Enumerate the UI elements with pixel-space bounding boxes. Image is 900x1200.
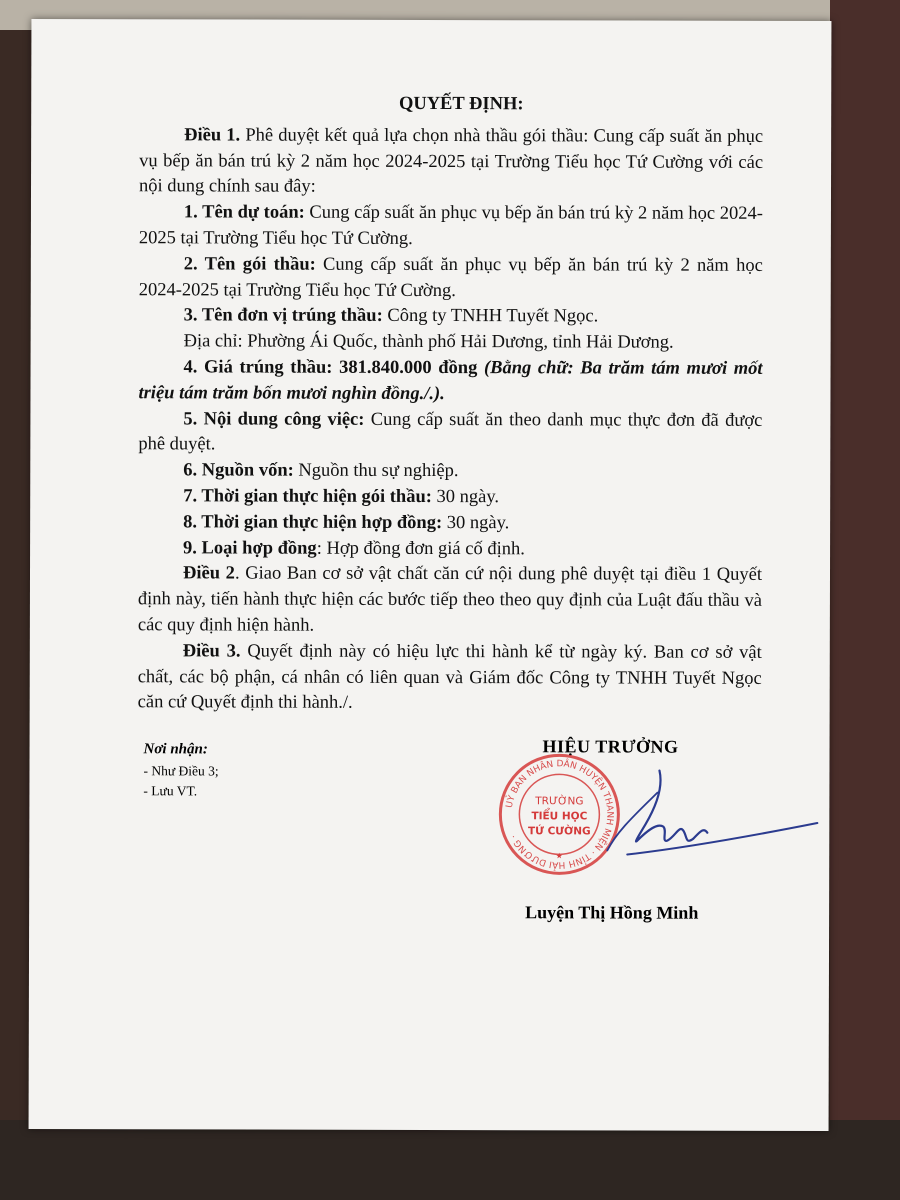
item-text: : Hợp đồng đơn giá cố định. (316, 538, 525, 559)
article-2-text: . Giao Ban cơ sở vật chất căn cứ nội dung phê duyệt tại điều 1 Quyết định này, tiến hành thực hiện các bước tiếp theo theo quy định của Luật đấu thầu và các quy định hiện hành. (137, 563, 763, 636)
item-text: Công ty TNHH Tuyết Ngọc. (382, 306, 599, 327)
item-winning-price (138, 355, 762, 408)
article-1-label: Điều 1. (184, 125, 241, 146)
article-3-label: Điều 3. (182, 641, 241, 662)
item-estimate-name (139, 200, 763, 253)
recipients-title: Nơi nhận: (143, 741, 208, 758)
stamp-ring-text: UỶ BAN NHÂN DÂN HUYỆN THANH MIỆN · TỈNH HẢI DƯƠNG · (504, 759, 615, 870)
item-contract-type (138, 536, 762, 563)
item-label: 8. Thời gian thực hiện hợp đồng: (183, 512, 443, 533)
document-page (29, 19, 832, 1131)
article-3-text: Quyết định này có hiệu lực thi hành kể từ ngày ký. Ban cơ sở vật chất, các bộ phận, cá nhân có liên quan và Giám đốc Công ty TNHH Tuyết Ngọc căn cứ Quyết định thi hành./. (137, 641, 762, 714)
recipient-item: - Như Điều 3; (143, 763, 219, 779)
stamp-center-line: TỨ CƯỜNG (527, 825, 591, 838)
item-label: 5. Nội dung công việc: (183, 408, 365, 430)
star-icon: ★ (555, 851, 563, 861)
item-package-duration (138, 484, 762, 511)
document-title: QUYẾT ĐỊNH: (398, 93, 524, 115)
article-2 (138, 562, 762, 641)
item-label: 3. Tên đơn vị trúng thầu: (183, 305, 383, 327)
item-text: 30 ngày. (442, 512, 510, 533)
item-text: 30 ngày. (431, 486, 500, 508)
item-winner-name (139, 304, 763, 331)
item-label: 1. Tên dự toán: (183, 202, 305, 223)
article-2-label: Điều 2 (182, 563, 235, 584)
handwritten-signature (567, 752, 827, 873)
item-label: 7. Thời gian thực hiện gói thầu: (183, 486, 432, 507)
item-text: Cung cấp suất ăn theo danh mục thực đơn đã được phê duyệt. (138, 409, 763, 455)
signature-block (137, 736, 762, 943)
item-label: 9. Loại hợp đồng (183, 537, 317, 559)
background-bottom (0, 1120, 900, 1200)
item-label: 2. Tên gói thầu: (183, 254, 316, 275)
item-text: Cung cấp suất ăn phục vụ bếp ăn bán trú kỳ 2 năm học 2024-2025 tại Trường Tiểu học Tứ Cường. (138, 202, 763, 249)
article-3 (138, 639, 762, 718)
item-funding-source (138, 458, 762, 485)
stamp-center-line: TIỂU HỌC (531, 810, 588, 823)
background-right (830, 0, 900, 1200)
recipient-item: - Lưu VT. (143, 783, 198, 799)
price-label: 4. Giá trúng thầu: 381.840.000 đồng (183, 357, 478, 379)
article-1-text: Phê duyệt kết quả lựa chọn nhà thầu gói thầu: Cung cấp suất ăn phục vụ bếp ăn bán trú kỳ 2 năm học 2024-2025 tại Trường Tiểu học Tứ Cường với các nội dung chính sau đây: (138, 125, 764, 198)
signer-name: Luyện Thị Hồng Minh (525, 902, 699, 923)
winner-address: Địa chỉ: Phường Ái Quốc, thành phố Hải Dương, tỉnh Hải Dương. (183, 331, 674, 353)
item-label: 6. Nguồn vốn: (183, 460, 294, 481)
item-work-content (138, 407, 762, 460)
document-body (138, 91, 764, 718)
signer-position: HIỆU TRƯỞNG (542, 736, 679, 757)
item-text: Nguồn thu sự nghiệp. (293, 460, 459, 482)
price-in-words: (Bằng chữ: Ba trăm tám mươi mốt triệu tám trăm bốn mươi nghìn đồng./.). (138, 358, 763, 404)
item-text: Cung cấp suất ăn phục vụ bếp ăn bán trú kỳ 2 năm học 2024-2025 tại Trường Tiểu học Tứ Cường. (138, 254, 763, 301)
stamp-center-line: TRƯỜNG (535, 795, 584, 808)
item-package-name (139, 252, 763, 305)
item-contract-duration (138, 510, 762, 537)
article-1 (139, 123, 763, 202)
